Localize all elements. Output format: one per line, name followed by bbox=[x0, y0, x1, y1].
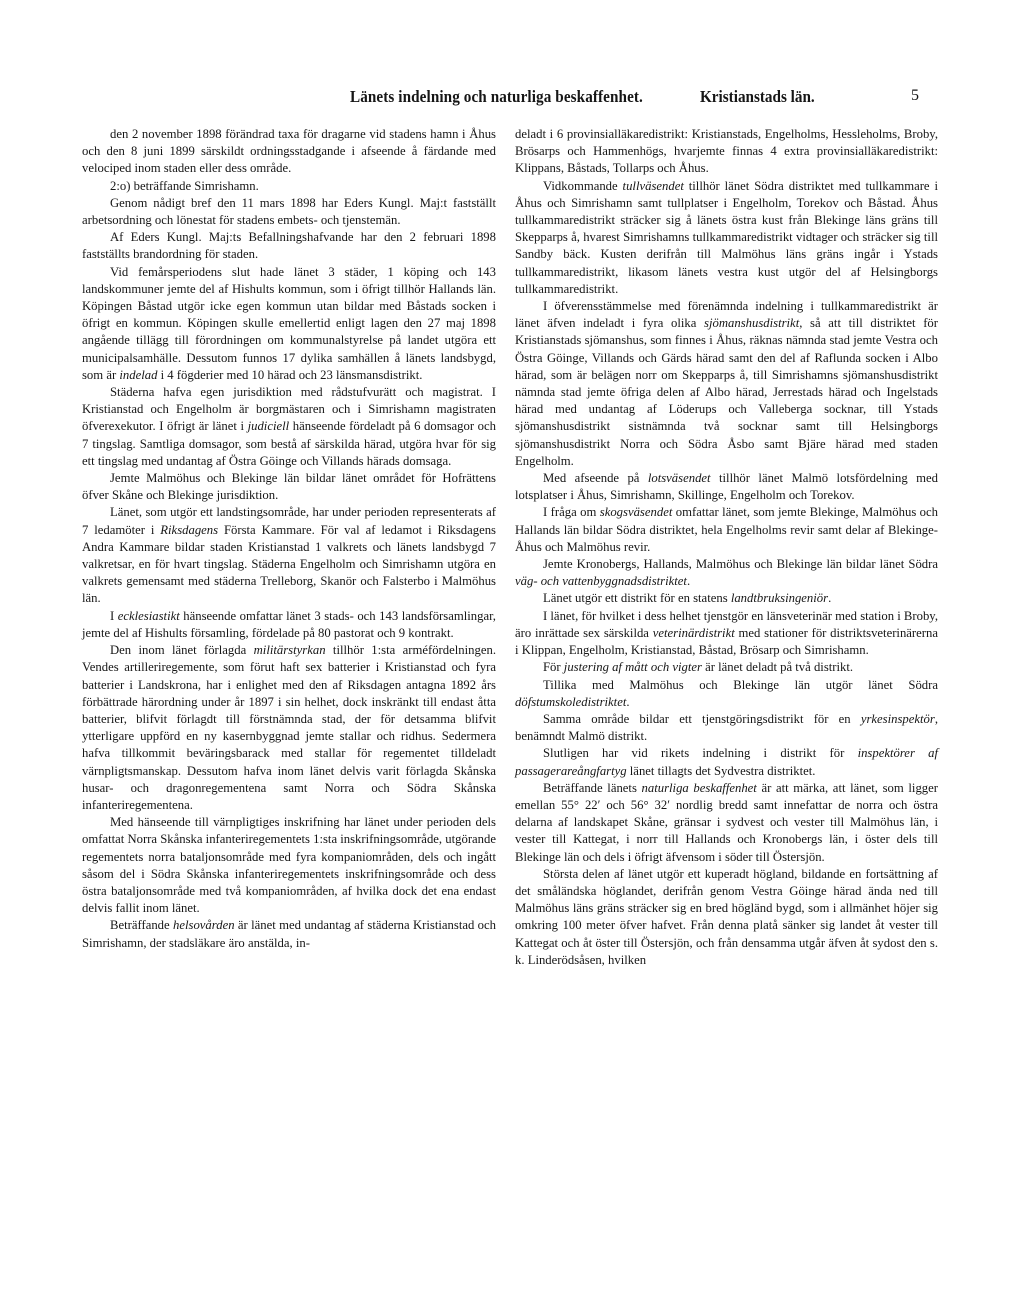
paragraph-text: Samma område bildar ett tjenstgöringsdistrikt för en bbox=[543, 711, 861, 726]
paragraph bbox=[515, 866, 938, 969]
paragraph-text: . bbox=[686, 574, 691, 589]
paragraph bbox=[515, 298, 938, 470]
paragraph-text: Med hänseende till värnpligtiges inskrifning har länet under perioden dels omfattat Norra Skånska infanteriregementets 1:sta inskrifningsområde, utgörande regementets norra bataljonsområde med fyra kompaniområden, dels och ingått såsom del i Södra Skånska infanteriregementets inskrifningsområde och dess östra bataljonsområde med två kompaniområden, af hvilka dock det ena endast delvis fallit inom länet. bbox=[82, 815, 496, 916]
paragraph bbox=[515, 780, 938, 866]
emphasized-term: sjömanshusdistrikt bbox=[704, 316, 800, 331]
paragraph-text: . bbox=[626, 694, 630, 709]
paragraph-text: är länet deladt på två distrikt. bbox=[701, 660, 854, 675]
paragraph-text: Jemte Malmöhus och Blekinge län bildar länet området för Hofrättens öfver Skåne och Blekinge jurisdiktion. bbox=[82, 471, 496, 503]
paragraph-text: Jemte Kronobergs, Hallands, Malmöhus och Blekinge län bildar länet Södra bbox=[543, 557, 938, 572]
paragraph-text: Slutligen har vid rikets indelning i distrikt för bbox=[543, 746, 858, 761]
paragraph-text: Första Kammare. För val af ledamot i Riksdagens Andra Kammare bildar staden Kristianstad 1 valkrets och länets landsbygd 7 valkretsar, en för hvart tingslag. Städerna Engelholm och Simrishamn utgöra en valkrets gemensamt med städerna Trelleborg, Skanör och Falsterbo i Malmöhus län. bbox=[82, 522, 496, 606]
paragraph bbox=[82, 195, 496, 229]
paragraph-text: I öfverensstämmelse med förenämnda indelning i tullkammaredistrikt är länet äfven indeladt i fyra olika bbox=[515, 299, 938, 331]
emphasized-term: veterinärdistrikt bbox=[652, 625, 735, 640]
paragraph bbox=[515, 470, 938, 504]
emphasized-term: ecklesiastikt bbox=[117, 608, 180, 623]
paragraph-text: Beträffande länets bbox=[543, 780, 642, 795]
paragraph bbox=[515, 745, 938, 779]
paragraph-text: Största delen af länet utgör ett kuperadt högland, bildande en fortsättning af det småländska höglandet, derifrån genom Vestra Göinge härad ända ned till Malmöhus läns gräns sträcker sig en bred högländ bygd, som i allmänhet höjer sig omkring 100 meter öfver hafvet. Från denna platå sänker sig landet åt vester till Kattegat och åt öster till Östersjön, och från densamma utgår äfven åt sydost den s. k. Linderödsåsen, hvilken bbox=[515, 866, 938, 967]
paragraph-text: Med afseende på bbox=[543, 471, 648, 486]
paragraph-text: För bbox=[543, 660, 564, 675]
paragraph-text: med stationer för distriktsveterinärerna i Klippan, Engelholm, Kristianstad, Båstad, Brösarp och Simrishamn. bbox=[515, 625, 938, 658]
paragraph-text: den 2 november 1898 förändrad taxa för dragarne vid stadens hamn i Åhus och den 8 juni 1899 särskildt ordningsstadgande i afseende å färdande med velociped inom staden eller dess område. bbox=[82, 127, 496, 176]
paragraph-text: är att märka, att länet, som ligger emellan 55° 22′ och 56° 32′ nordlig bredd samt innefattar de norra och östra delarna af landskapet Skåne, gränsar i sydvest och vester till Malmöhus län, i vester till Kattegat, i norr till Hallands och Kronobergs län, i öster dels till Blekinge län och dels i öfrigt äfvensom i söder till Östersjön. bbox=[515, 780, 938, 864]
emphasized-term: skogsväsendet bbox=[599, 505, 673, 520]
paragraph-text: , så att till distriktet för Kristianstads sjömanshus, som finnes i Åhus, räknas nämnda stad jemte Vestra och Östra Göinge, Villands och Gärds härad samt den del af Raflunda socken i Albo härad, som är belägen norr om Skepparps å, till Simrishamns sjömanshusdistrikt nämnda stad jemte öfriga delen af Albo härad, Jerrestads härad och Ingelstads härad med undantag af Löderups och Valleberga socknar, till Ystads sjömanshusdistrikt sistnämnda två socknar samt till Helsingborgs sjömanshusdistrikt Norra och Södra Åsbo samt Bjäre härad med staden Engelholm. bbox=[515, 316, 938, 468]
paragraph bbox=[82, 264, 496, 384]
paragraph bbox=[82, 917, 496, 951]
paragraph bbox=[515, 659, 938, 676]
emphasized-term: militärstyrkan bbox=[253, 643, 326, 658]
page-number: 5 bbox=[911, 87, 919, 104]
paragraph-text: tillhör 1:sta arméfördelningen. Vendes artilleriregemente, som förut haft sex batterier i Kristianstad och fyra batterier i Landskrona, har i enlighet med den af Riksdagen antagna 1892 års förbättrade härordning under år 1897 i sin helhet, dock inskränkt till endast åtta batterier, blifvit förlagdt till förstnämnda stad, der för detsamma blifvit ytterligare uppförd en ny kasernbyggnad jemte stallar och ridhus. Sedermera hafva tillkommit beväringsbarack med stallar för regementet tilldeladt värnpligtsmanskap. Dessutom hafva inom länet delvis varit förlagda Skånska husar- och dragonregementena samt Norra och Södra Skånska infanteriregementena. bbox=[82, 643, 496, 812]
paragraph bbox=[515, 178, 938, 298]
paragraph bbox=[82, 608, 496, 642]
emphasized-term: yrkesinspektör bbox=[860, 711, 935, 726]
paragraph bbox=[515, 126, 938, 178]
paragraph-text: Länet, som utgör ett landstingsområde, har under perioden representerats af 7 ledamöter i bbox=[82, 505, 496, 537]
paragraph-text: Länet utgör ett distrikt för en statens bbox=[543, 591, 731, 606]
paragraph-text: hänseende fördeladt på 6 domsagor och 7 tingslag. Samtliga domsagor, som bestå af särskilda härad, utgöra hvar för sig ett tingslag med undantag af Östra Göinge och Villands härads domsaga. bbox=[82, 419, 496, 468]
paragraph bbox=[515, 556, 938, 590]
emphasized-term: lotsväsendet bbox=[647, 471, 711, 486]
paragraph-text: I fråga om bbox=[543, 505, 600, 520]
emphasized-term: indelad bbox=[119, 367, 158, 382]
county-name: Kristianstads län. bbox=[700, 87, 815, 106]
paragraph bbox=[515, 590, 938, 607]
paragraph-text: Städerna hafva egen jurisdiktion med rådstufvurätt och magistrat. I Kristianstad och Engelholm är borgmästaren och i Simrishamn magistraten öfverexekutor. I öfrigt är länet i bbox=[82, 385, 496, 434]
paragraph-text: Tillika med Malmöhus och Blekinge län utgör länet Södra bbox=[543, 677, 938, 692]
paragraph-text: omfattar länet, som jemte Blekinge, Malmöhus och Hallands län bildar Södra distriktet, hela Engelholms revir samt delar af Blekinge-Åhus och Malmöhus revir. bbox=[515, 505, 938, 554]
paragraph-text: hänseende omfattar länet 3 stads- och 143 landsförsamlingar, jemte del af Hishults församling, fördelade på 80 pastorat och 9 kontrakt. bbox=[82, 608, 496, 640]
emphasized-term: judiciell bbox=[247, 419, 290, 434]
paragraph bbox=[82, 814, 496, 917]
paragraph bbox=[515, 677, 938, 711]
paragraph bbox=[82, 178, 496, 195]
paragraph bbox=[515, 711, 938, 745]
paragraph bbox=[515, 504, 938, 556]
page-header bbox=[0, 87, 1024, 109]
paragraph bbox=[82, 504, 496, 607]
paragraph bbox=[82, 229, 496, 263]
emphasized-term: Riksdagens bbox=[160, 522, 219, 537]
paragraph bbox=[82, 642, 496, 814]
paragraph-text: deladt i 6 provinsialläkaredistrikt: Kristianstads, Engelholms, Hessleholms, Broby, Brösarps och Hammenhögs, hvarjemte finnas 4 extra provinsialläkaredistrikt: Klippans, Båstads, Tollarps och Åhus. bbox=[515, 127, 938, 176]
paragraph-text: tillhör länet Södra distriktet med tullkammare i Åhus och Simrishamn samt tullplatser i Engelholm, Torekov och Båstad. Åhus tullkammaredistrikt sträcker sig å länets östra kust från Blekinge läns gräns till Skepparps å, hvarest Simrishamns tullkammaredistrikt vidtager och sträcker sig till Sandby bäck. Kusten derifrån till Malmöhus läns gräns ingår i Ystads tullkammaredistrikt, likasom länets vestra kust utgör del af Helsingborgs tullkammaredistrikt. bbox=[515, 178, 938, 296]
paragraph-text: i 4 fögderier med 10 härad och 23 länsmansdistrikt. bbox=[157, 367, 423, 382]
emphasized-term: inspektörer af passagerareångfartyg bbox=[515, 746, 938, 778]
paragraph-text: tillhör länet Malmö lotsfördelning med lotsplatser i Åhus, Simrishamn, Skillinge, Engelholm och Torekov. bbox=[515, 471, 938, 503]
paragraph-text: länet tillagts det Sydvestra distriktet. bbox=[626, 763, 816, 778]
running-title: Länets indelning och naturliga beskaffenhet. bbox=[350, 87, 643, 106]
emphasized-term: väg- och vattenbyggnadsdistriktet bbox=[515, 574, 687, 589]
paragraph-text: . bbox=[828, 591, 832, 606]
paragraph bbox=[82, 384, 496, 470]
paragraph-text: Den inom länet förlagda bbox=[110, 643, 254, 658]
paragraph bbox=[82, 126, 496, 178]
left-column bbox=[82, 126, 496, 952]
paragraph-text: Vidkommande bbox=[543, 178, 623, 193]
emphasized-term: helsovården bbox=[173, 918, 235, 933]
paragraph-text: , benämndt Malmö distrikt. bbox=[515, 711, 938, 744]
paragraph-text: är länet med undantag af städerna Kristianstad och Simrishamn, der stadsläkare äro anstälda, in- bbox=[82, 918, 496, 950]
paragraph-text: I länet, för hvilket i dess helhet tjenstgör en länsveterinär med station i Broby, äro inrättade sex särskilda bbox=[515, 608, 938, 640]
emphasized-term: tullväsendet bbox=[622, 178, 684, 193]
paragraph bbox=[515, 608, 938, 660]
paragraph-text: Vid femårsperiodens slut hade länet 3 städer, 1 köping och 143 landskommuner jemte del af Hishults kommun, som i öfrigt tillhör Hallands län. Köpingen Båstad utgör icke egen kommun utan bildar med Båstads socken i öfrigt en kommun. Köpingen skulle emellertid enligt lagen den 27 maj 1898 angående tillägg till förordningen om kommunalstyrelse på landet utgöra ett municipalsamhälle. Dessutom funnos 17 dylika samhällen å länets landsbygd, som är bbox=[82, 264, 496, 382]
right-column bbox=[515, 126, 938, 969]
paragraph-text: Af Eders Kungl. Maj:ts Befallningshafvande har den 2 februari 1898 fastställts brandordning för staden. bbox=[82, 230, 496, 262]
paragraph-text: Genom nådigt bref den 11 mars 1898 har Eders Kungl. Maj:t fastställt arbetsordning och lönestat för stadens embets- och tjenstemän. bbox=[82, 195, 496, 228]
emphasized-term: landtbruksingeniör bbox=[730, 591, 829, 606]
emphasized-term: döfstumskoledistriktet bbox=[515, 694, 627, 709]
paragraph-text: 2:o) beträffande Simrishamn. bbox=[110, 178, 259, 193]
emphasized-term: naturliga beskaffenhet bbox=[641, 780, 757, 795]
emphasized-term: justering af mått och vigter bbox=[563, 660, 702, 675]
paragraph bbox=[82, 470, 496, 504]
paragraph-text: Beträffande bbox=[110, 918, 173, 933]
paragraph-text: I bbox=[110, 608, 118, 623]
